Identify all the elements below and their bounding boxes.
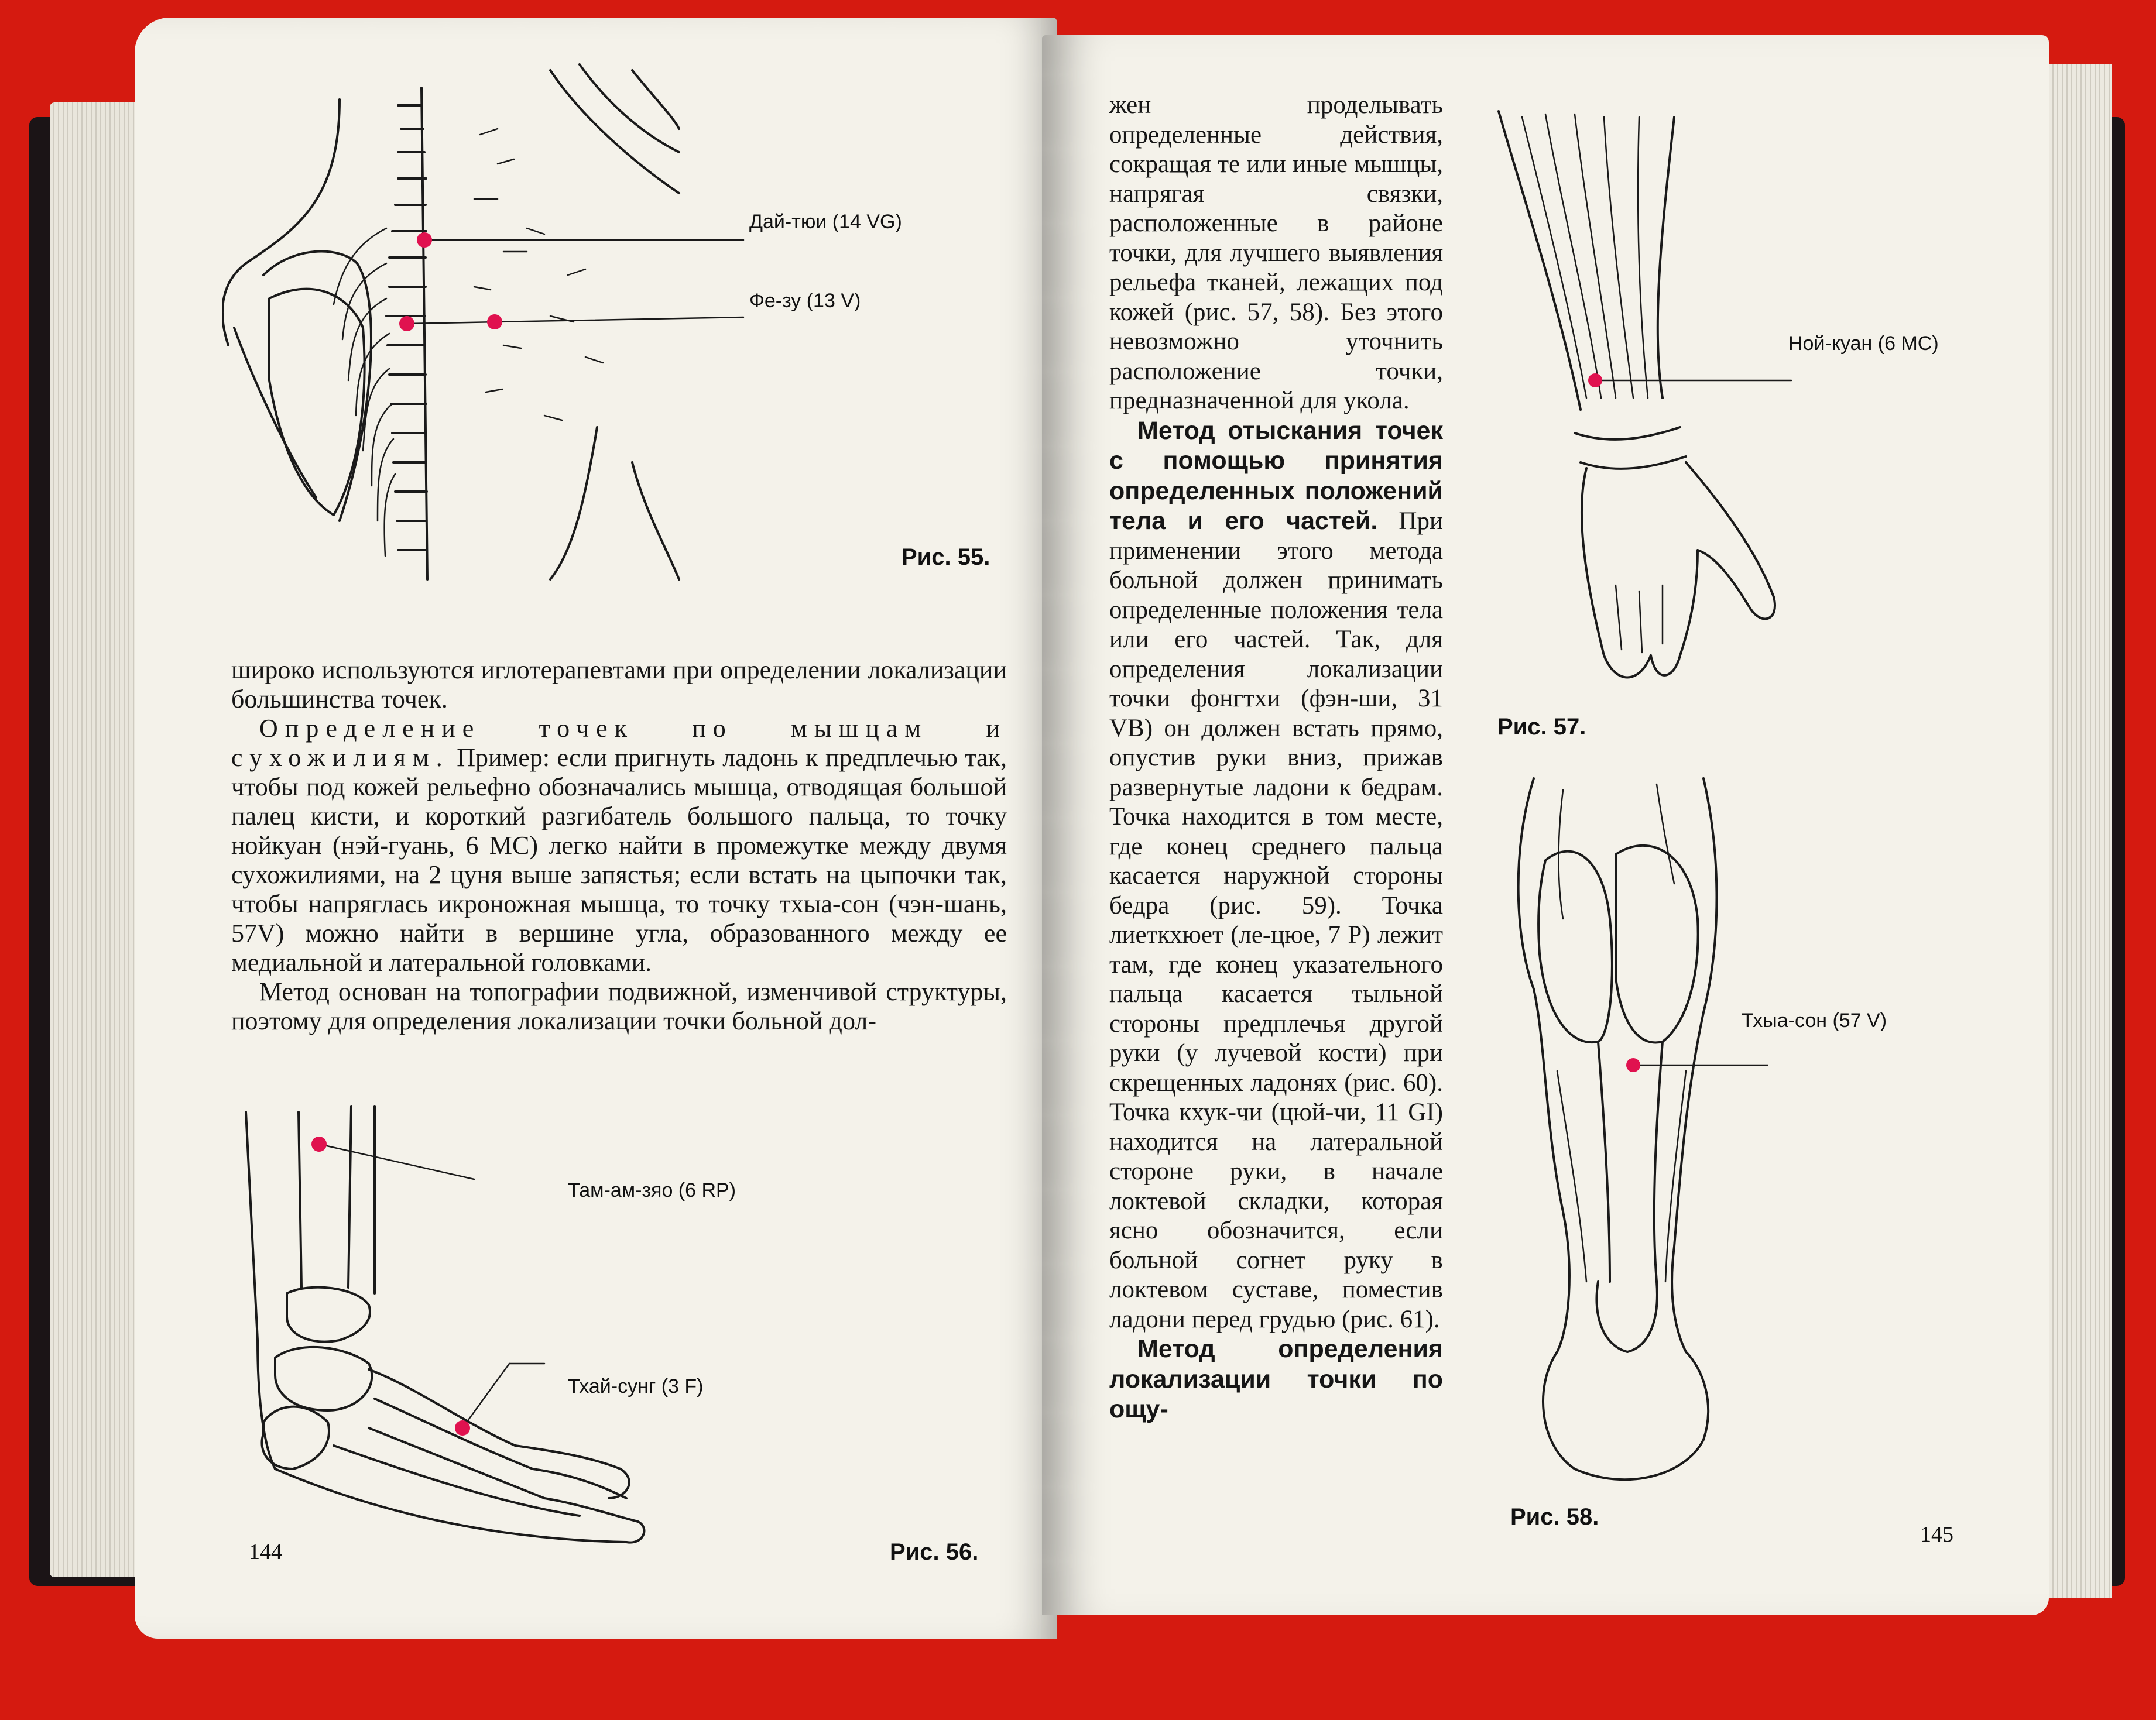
back-spine-svg	[222, 53, 837, 603]
figure-57-label: Рис. 57.	[1497, 714, 1586, 740]
figure-55-back-illustration	[222, 53, 837, 603]
heading-positions-method: Метод отыскания точек с помощью принятия определенных положений тела и его частей.	[1109, 416, 1443, 535]
example-text: Пример: если пригнуть ладонь к предплечью так, чтобы под кожей рельефно обозначались мышца, отводящая большой палец кисти, и короткий разгибатель большого пальца, то точку нойкуан (нэй-гуань, 6 МС) легко найти в промежутке между двумя сухожилиями, на 2 цуня выше запястья; если встать на цыпочки так, чтобы напряглась икроножная мышца, то точку тхыа-сон (чэн-шань, 57V) можно найти в вершине угла, образованного между ее медиальной и латеральной головками.	[231, 743, 1007, 977]
callout-thyua-son: Тхыа-сон (57 V)	[1742, 1010, 1887, 1032]
right-page	[1042, 35, 2049, 1615]
paragraph-example	[231, 714, 1007, 977]
callout-thai-sung: Тхай-сунг (3 F)	[568, 1375, 704, 1398]
figure-56-label: Рис. 56.	[890, 1539, 979, 1565]
callout-fe-zu: Фе-зу (13 V)	[749, 290, 861, 312]
positions-method-text: При применении этого метода больной должен принимать определенные положения тела или его частей. Так, для определения локализации точки фонгтхи (фэн-ши, 31 VB) он должен встать прямо, опустив руки вниз, прижав развернутые ладони к бедрам. Точка находится в том месте, где конец среднего пальца касается наружной стороны бедра (рис. 59). Точка лиеткхюет (ле-цюе, 7 Р) лежит там, где конец указательного пальца касается тыльной стороны предплечья другой руки (у лучевой кости) при скрещенных ладонях (рис. 60). Точка кхук-чи (цюй-чи, 11 GI) находится на латеральной стороне руки, в начале локтевой складки, которая ясно обозначится, если больной согнет руку в локтевом суставе, поместив ладони перед грудью (рис. 61).	[1109, 507, 1443, 1333]
callout-dai-tyui: Дай-тюи (14 VG)	[749, 211, 902, 233]
callout-noi-kuan: Ной-куан (6 МС)	[1788, 332, 1939, 355]
figure-58-calf-illustration	[1510, 767, 1768, 1498]
figure-55-label: Рис. 55.	[902, 544, 990, 570]
left-page	[135, 18, 1057, 1639]
paragraph-palpation-heading	[1109, 1334, 1443, 1425]
right-body-text	[1109, 91, 1443, 1425]
section-heading-muscles: Определение точек по мышцам и сухожилиям.	[231, 714, 1007, 772]
paragraph-positions-method	[1109, 416, 1443, 1335]
calf-svg	[1510, 767, 1768, 1498]
foot-svg	[240, 1094, 697, 1551]
heading-palpation-method: Метод определения локализации точки по ощу-	[1109, 1335, 1443, 1423]
paragraph-intro: широко используются иглотерапевтами при определении локализации большинства точек.	[231, 655, 1007, 713]
forearm-svg	[1487, 105, 1815, 726]
paragraph-continued: жен проделывать определенные действия, сокращая те или иные мышцы, напрягая связки, расположенные в районе точки, для лучшего выявления рельефа тканей, лежащих под кожей (рис. 57, 58). Без этого невозможно уточнить расположение точки, предназначенной для укола.	[1109, 91, 1443, 414]
page-number-right: 145	[1920, 1522, 1953, 1547]
figure-58-label: Рис. 58.	[1510, 1504, 1599, 1530]
paragraph-method: Метод основан на топографии подвижной, изменчивой структуры, поэтому для определения локализации точки больной дол-	[231, 977, 1007, 1035]
figure-56-foot-illustration	[240, 1094, 697, 1551]
page-number-left: 144	[249, 1540, 282, 1564]
left-body-text	[231, 655, 1007, 1036]
figure-57-forearm-illustration	[1487, 105, 1815, 726]
callout-tam-am-zyao: Там-ам-зяо (6 RP)	[568, 1179, 736, 1201]
